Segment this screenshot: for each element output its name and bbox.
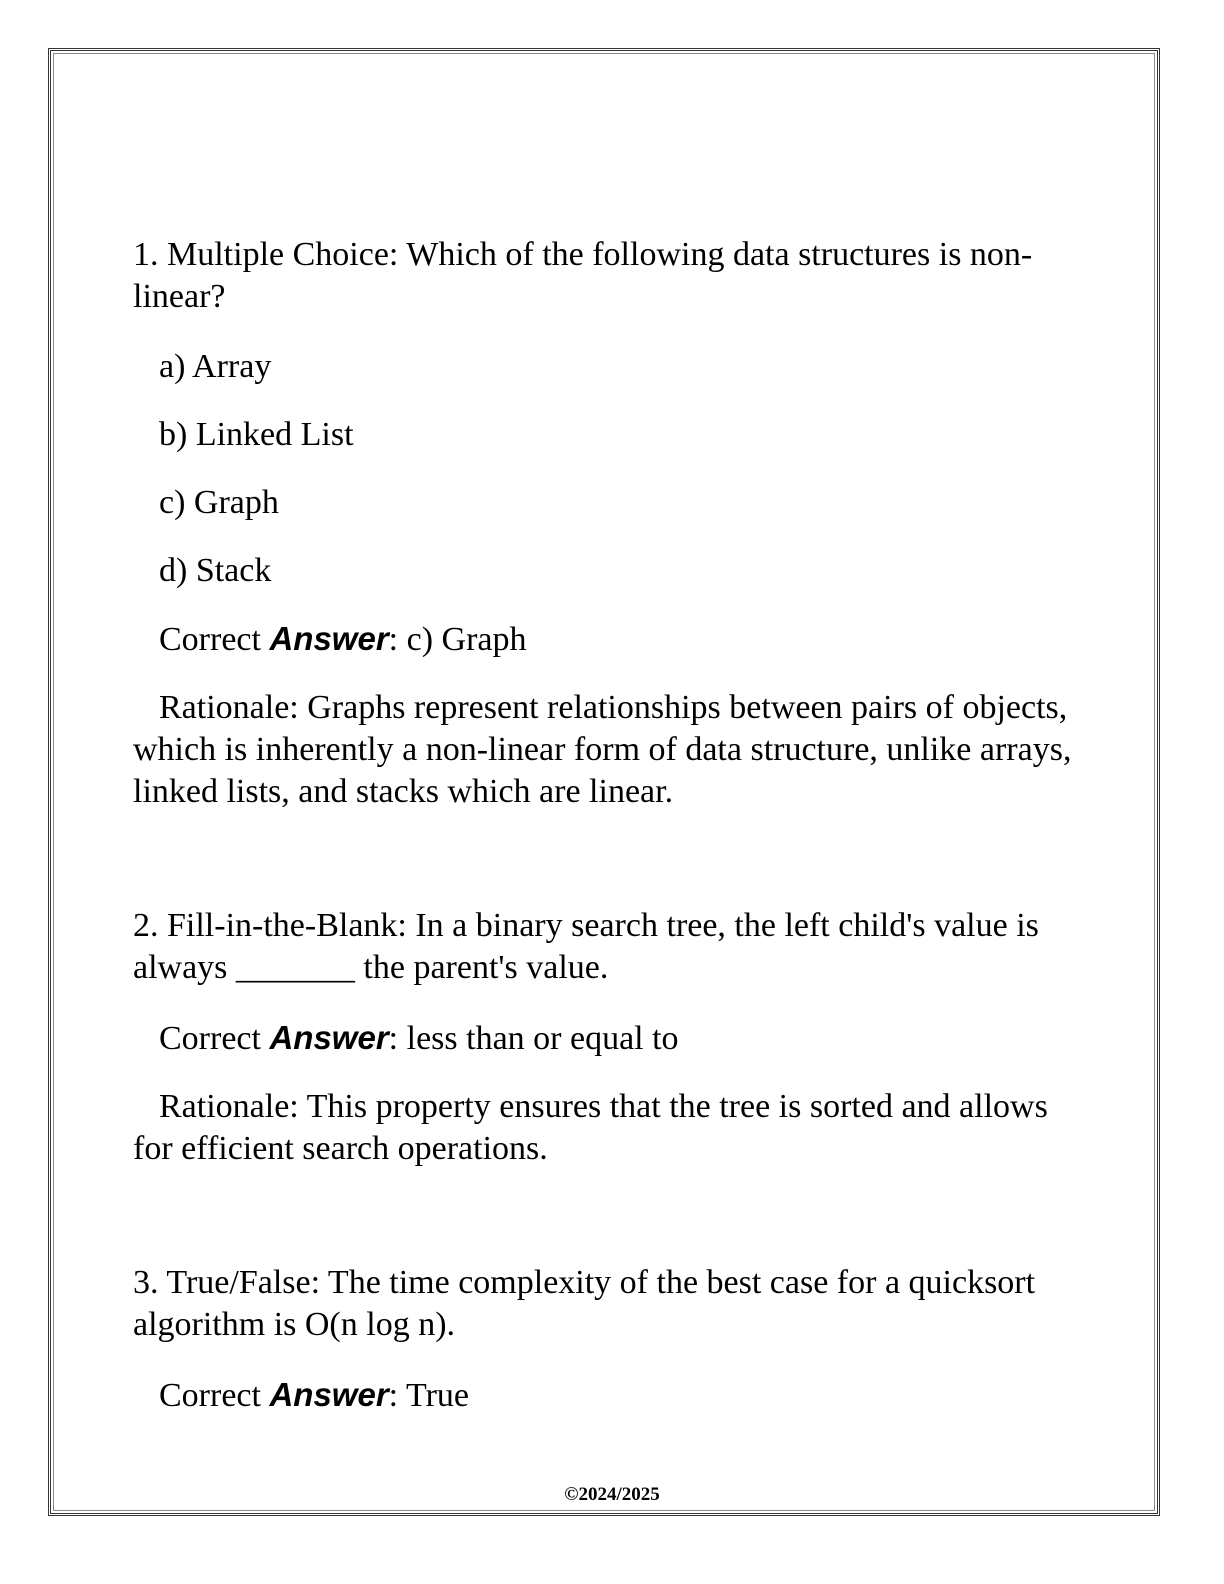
question-3 [133, 1262, 1093, 1417]
answer-label: Answer [269, 1376, 389, 1413]
question-1-option-b: b) Linked List [159, 416, 354, 453]
question-1-answer [133, 618, 1093, 661]
answer-label: Answer [269, 1019, 389, 1056]
answer-prefix: Correct [159, 1020, 270, 1057]
question-1-option-c: c) Graph [159, 484, 279, 521]
question-1 [133, 234, 1093, 813]
answer-label: Answer [269, 620, 389, 657]
question-2-prompt: 2. Fill-in-the-Blank: In a binary search tree, the left child's value is always _______ the parent's value. [133, 907, 1039, 986]
answer-prefix: Correct [159, 621, 270, 658]
question-2 [133, 905, 1093, 1170]
question-1-option-a: a) Array [159, 348, 272, 385]
question-3-prompt: 3. True/False: The time complexity of the best case for a quicksort algorithm is O(n log n). [133, 1264, 1036, 1343]
answer-value: : less than or equal to [388, 1020, 679, 1057]
question-3-answer [133, 1374, 1093, 1417]
question-1-option-d: d) Stack [159, 552, 272, 589]
answer-prefix: Correct [159, 1377, 270, 1414]
answer-value: : c) Graph [388, 621, 527, 658]
question-2-rationale: Rationale: This property ensures that the tree is sorted and allows for efficient search operations. [133, 1088, 1048, 1167]
question-1-prompt: 1. Multiple Choice: Which of the following data structures is non-linear? [133, 236, 1033, 315]
answer-value: : True [388, 1377, 469, 1414]
question-1-rationale: Rationale: Graphs represent relationships between pairs of objects, which is inherently a non-linear form of data structure, unlike arrays, linked lists, and stacks which are linear. [133, 689, 1072, 810]
copyright-footer: ©2024/2025 [564, 1484, 660, 1505]
document-body [133, 234, 1093, 1443]
question-2-answer [133, 1017, 1093, 1060]
